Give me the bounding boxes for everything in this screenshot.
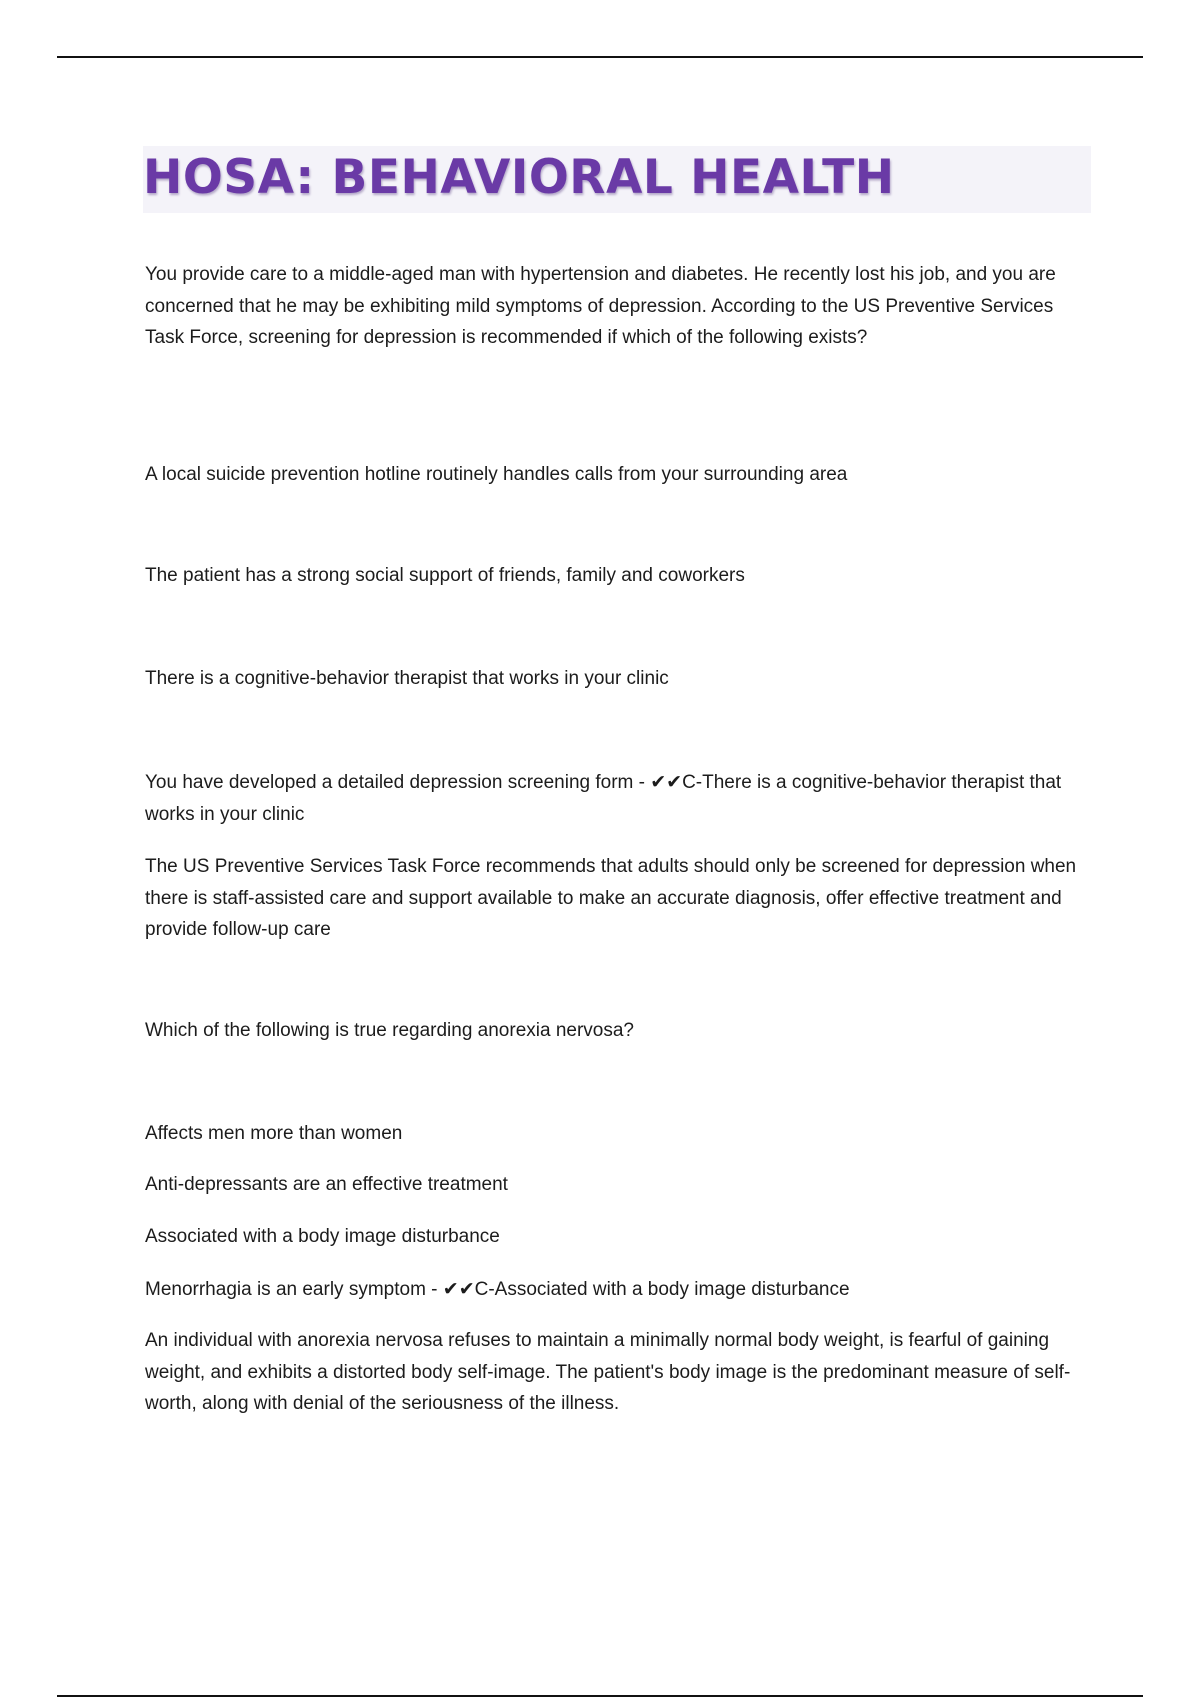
- question-1-stem: You provide care to a middle-aged man with hypertension and diabetes. He recently lost his job, and you are concerned that he may be exhibiting mild symptoms of depression. According to the US Preventive Services Task Force, screening for depression is recommended if which of the following exists?: [145, 264, 1056, 348]
- question-2-option-c: Associated with a body image disturbance: [145, 1226, 500, 1247]
- title-banner: [143, 146, 1091, 213]
- question-1-option-d-answer: You have developed a detailed depression screening form - ✔✔C-There is a cognitive-behavior therapist that works in your clinic: [145, 772, 1062, 825]
- question-1-option-c: There is a cognitive-behavior therapist that works in your clinic: [145, 668, 669, 689]
- question-1-option-b: The patient has a strong social support of friends, family and coworkers: [145, 565, 745, 586]
- question-2-stem: Which of the following is true regarding anorexia nervosa?: [145, 1020, 634, 1041]
- top-rule: [57, 56, 1143, 58]
- question-1-option-a: A local suicide prevention hotline routinely handles calls from your surrounding area: [145, 464, 848, 485]
- question-2-option-a: Affects men more than women: [145, 1123, 403, 1144]
- document-title: HOSA: BEHAVIORAL HEALTH: [143, 150, 895, 205]
- question-2-explanation: An individual with anorexia nervosa refuses to maintain a minimally normal body weight, is fearful of gaining weight, and exhibits a distorted body self-image. The patient's body image is the predominant measure of self-worth, along with denial of the seriousness of the illness.: [145, 1330, 1071, 1414]
- question-1-explanation: The US Preventive Services Task Force recommends that adults should only be screened for depression when there is staff-assisted care and support available to make an accurate diagnosis, offer effective treatment and provide follow-up care: [145, 856, 1077, 940]
- question-2-option-b: Anti-depressants are an effective treatment: [145, 1174, 508, 1195]
- question-2-option-d-answer: Menorrhagia is an early symptom - ✔✔C-Associated with a body image disturbance: [145, 1279, 850, 1300]
- bottom-rule: [57, 1695, 1143, 1697]
